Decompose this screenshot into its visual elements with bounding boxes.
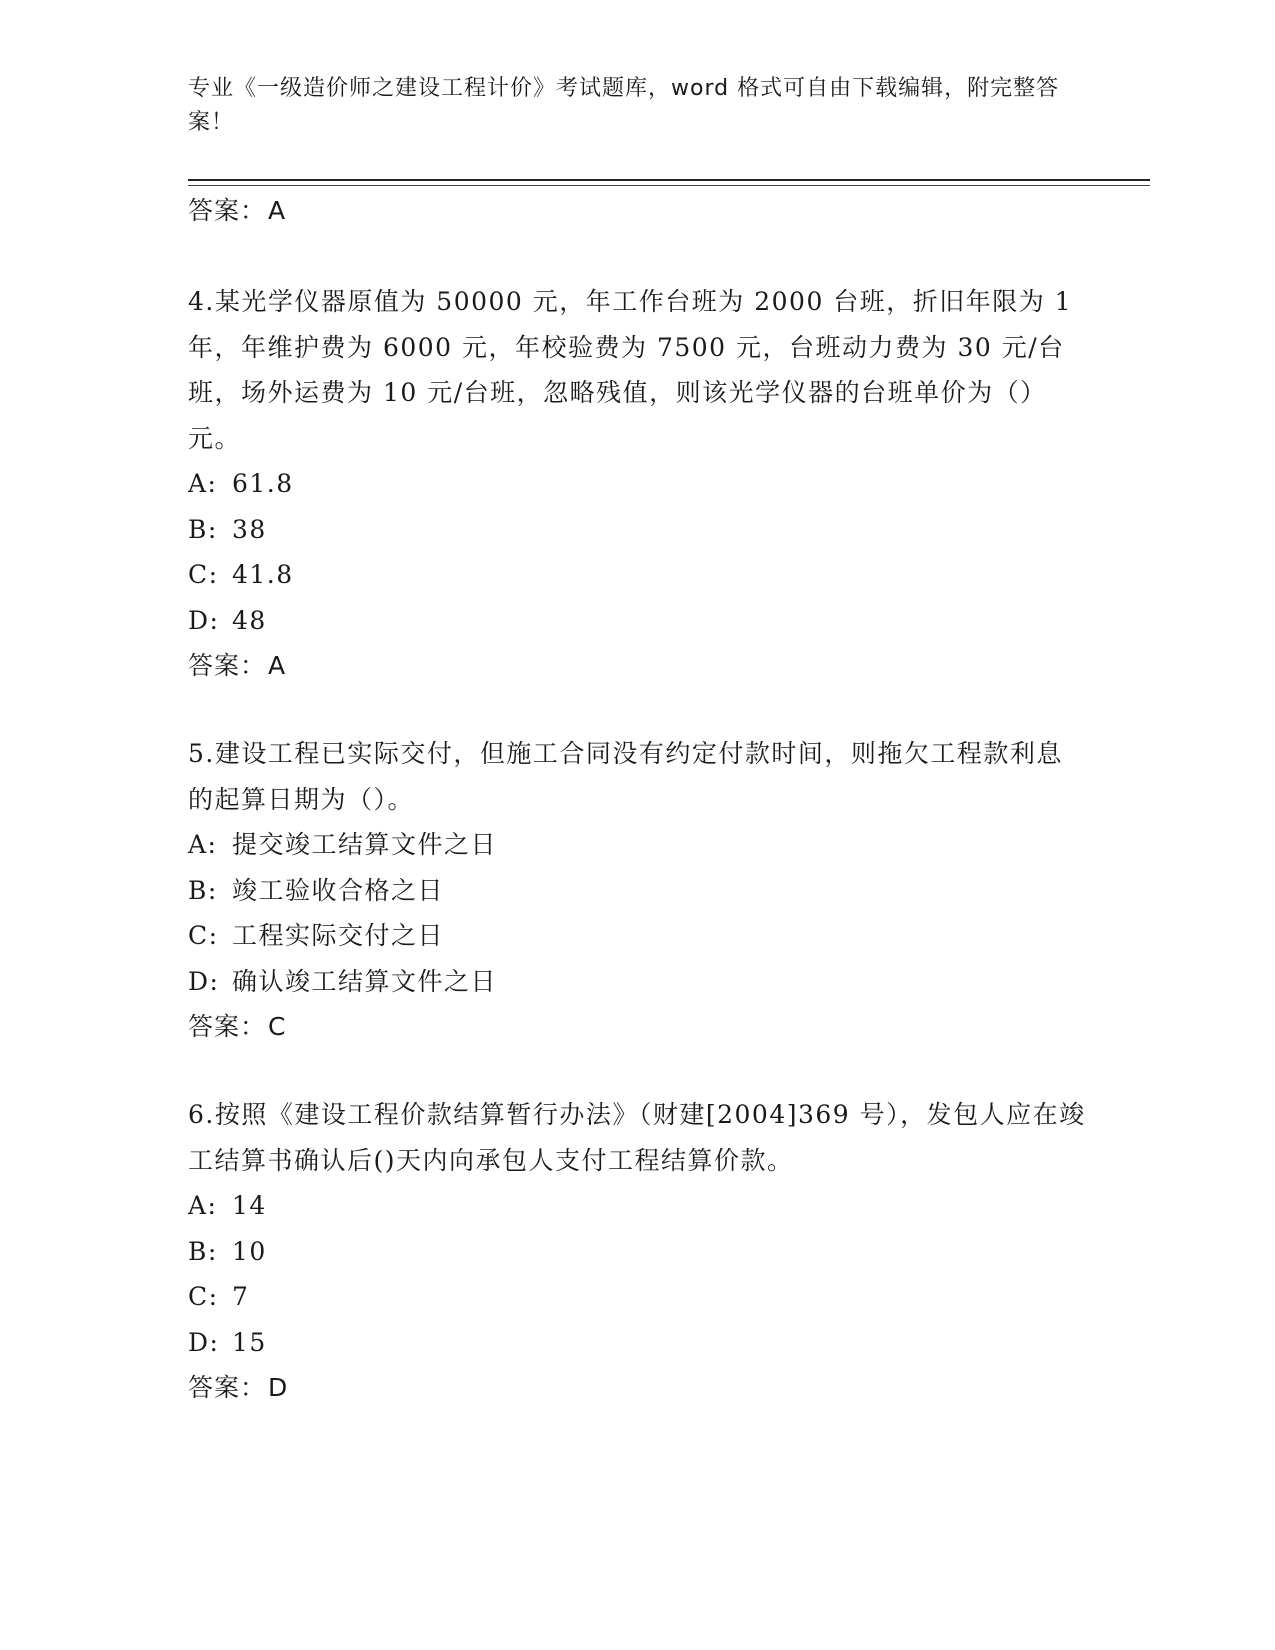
- option-key: C:: [188, 560, 219, 589]
- question-text: 建设工程已实际交付，但施工合同没有约定付款时间，则拖欠工程款利息的起算日期为（）。: [188, 739, 1063, 814]
- answer-line: [188, 643, 1088, 689]
- option-text: 14: [232, 1191, 267, 1220]
- option-text: 10: [232, 1236, 267, 1266]
- option-text: 提交竣工结算文件之日: [232, 830, 498, 859]
- option-a: [188, 1183, 1088, 1229]
- spacer: [188, 1050, 1088, 1092]
- option-text: 15: [232, 1327, 267, 1357]
- option-key: C:: [188, 1282, 219, 1311]
- option-d: [188, 598, 1088, 644]
- option-text: 确认竣工结算文件之日: [232, 966, 498, 996]
- header-rule-thick: [188, 179, 1150, 181]
- option-key: D:: [188, 966, 220, 996]
- answer-label: 答案：: [188, 651, 267, 680]
- answer-value: D: [268, 1373, 289, 1402]
- option-b: [188, 868, 1088, 914]
- option-text: 竣工验收合格之日: [232, 875, 445, 905]
- question-text: 按照《建设工程价款结算暂行办法》（财建[2004]369 号），发包人应在竣工结算书确认后()天内向承包人支付工程结算价款。: [188, 1100, 1086, 1175]
- answer-line: [188, 188, 1088, 234]
- answer-label: 答案：: [188, 196, 267, 225]
- question-number: 6.: [188, 1100, 215, 1129]
- question-5: [188, 731, 1088, 1050]
- option-key: A:: [188, 469, 218, 498]
- answer-value: A: [268, 196, 287, 225]
- option-b: [188, 507, 1088, 553]
- option-key: C:: [188, 921, 219, 950]
- spacer: [188, 234, 1088, 279]
- option-text: 38: [232, 514, 267, 544]
- option-key: A:: [188, 1191, 218, 1220]
- question-text: 某光学仪器原值为 50000 元，年工作台班为 2000 台班，折旧年限为 1 年，年维护费为 6000 元，年校验费为 7500 元，台班动力费为 30 元/台班，场外运费为 10 元/台班，忽略残值，则该光学仪器的台班单价为（）元。: [188, 287, 1073, 453]
- question-stem: [188, 731, 1088, 822]
- option-text: 41.8: [232, 560, 294, 589]
- option-text: 7: [232, 1282, 250, 1311]
- option-key: D:: [188, 1327, 220, 1357]
- answer-line: [188, 1004, 1088, 1050]
- option-key: D:: [188, 605, 220, 635]
- option-text: 61.8: [232, 469, 294, 498]
- answer-label: 答案：: [188, 1012, 267, 1041]
- option-a: [188, 461, 1088, 507]
- option-key: B:: [188, 1236, 218, 1266]
- question-stem: [188, 1092, 1088, 1183]
- option-d: [188, 959, 1088, 1005]
- option-c: [188, 552, 1088, 598]
- option-key: B:: [188, 514, 218, 544]
- header-rule-thin: [188, 185, 1150, 186]
- spacer: [188, 689, 1088, 731]
- answer-line: [188, 1365, 1088, 1411]
- question-number: 4.: [188, 287, 215, 316]
- option-b: [188, 1229, 1088, 1275]
- question-list: [188, 188, 1088, 1411]
- option-key: B:: [188, 875, 218, 905]
- option-d: [188, 1320, 1088, 1366]
- question-number: 5.: [188, 739, 215, 768]
- page-header: 专业《一级造价师之建设工程计价》考试题库，word 格式可自由下载编辑，附完整答案！: [188, 76, 1060, 135]
- answer-value: A: [268, 651, 287, 680]
- option-c: [188, 1274, 1088, 1320]
- option-text: 48: [232, 605, 267, 635]
- option-a: [188, 822, 1088, 868]
- question-6: [188, 1092, 1088, 1411]
- question-stem: [188, 279, 1088, 461]
- question-4: [188, 279, 1088, 689]
- option-text: 工程实际交付之日: [232, 921, 445, 950]
- option-c: [188, 913, 1088, 959]
- answer-label: 答案：: [188, 1373, 267, 1402]
- answer-value: C: [268, 1012, 287, 1041]
- option-key: A:: [188, 830, 218, 859]
